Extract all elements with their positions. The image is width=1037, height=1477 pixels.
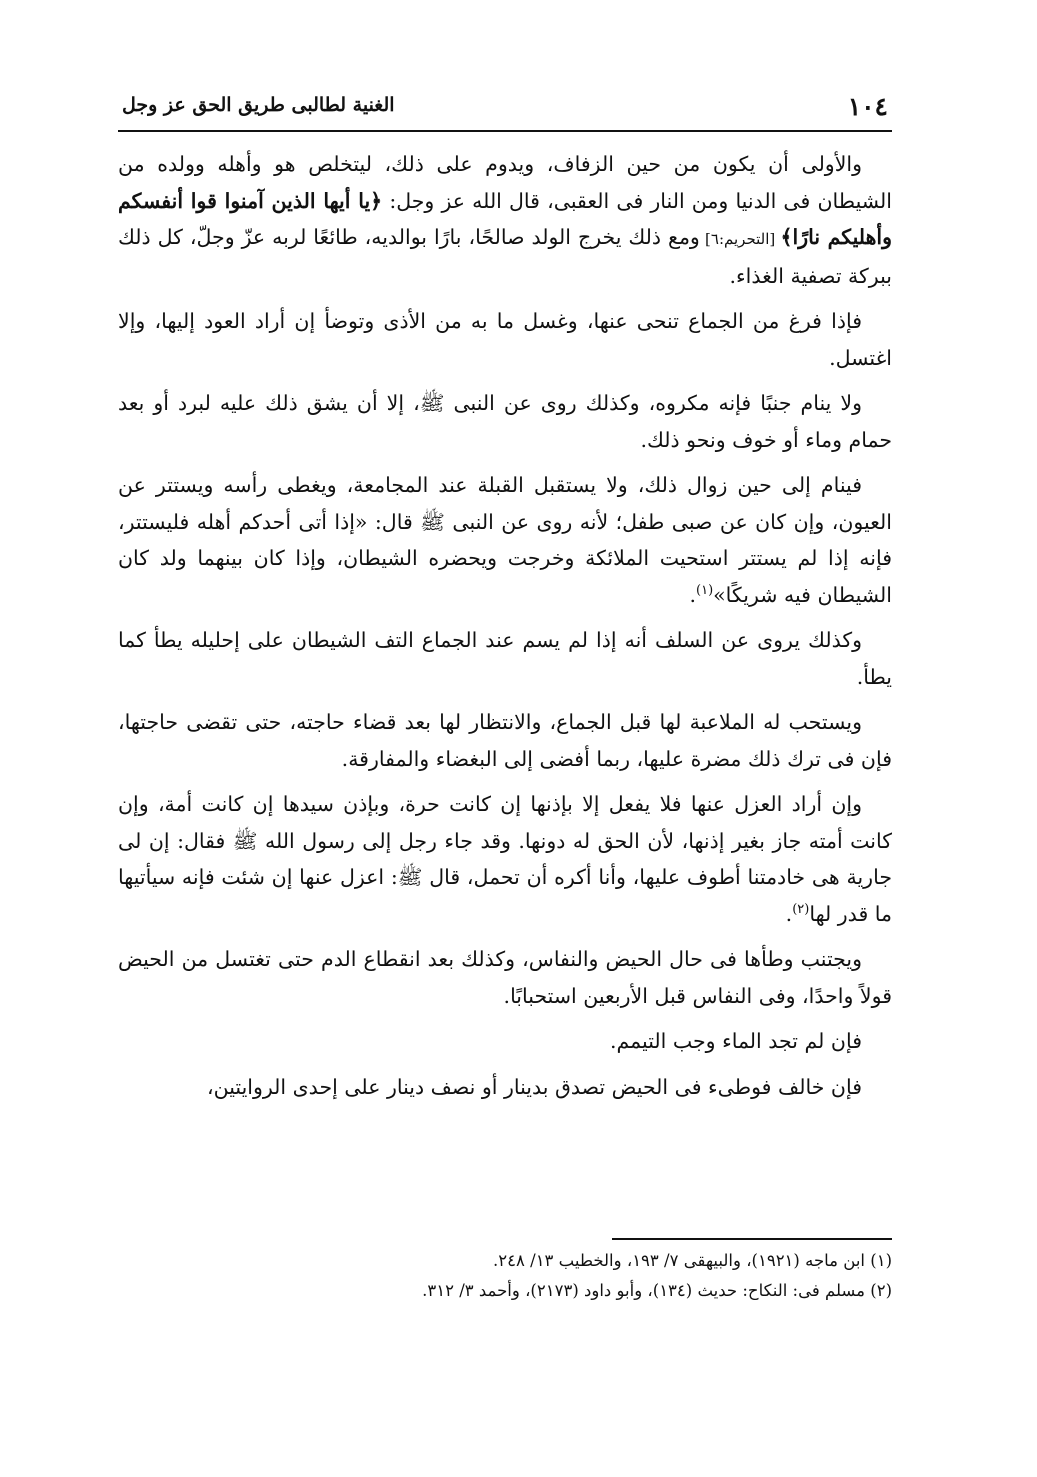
footnote-1: (١) ابن ماجه (١٩٢١)، والبيهقى ٧/ ١٩٣، والخطيب ١٣/ ٢٤٨. — [493, 1251, 892, 1270]
footnote-2: (٢) مسلم فى: النكاح: حديث (١٣٤)، وأبو داود (٢١٧٣)، وأحمد ٣/ ٣١٢. — [422, 1281, 892, 1300]
verse-reference: [التحريم:٦] — [699, 230, 781, 248]
paragraph-6: ويستحب له الملاعبة لها قبل الجماع، والانتظار لها بعد قضاء حاجته، حتى تقضى حاجتها، فإن فى ترك ذلك مضرة عليها، ربما أفضى إلى البغضاء والمفارقة. — [118, 710, 892, 771]
paragraph-1-text-b: ومع ذلك يخرج الولد صالحًا، بارًا بوالديه، طائعًا لربه عزّ وجلّ، كل ذلك ببركة تصفية الغذاء. — [118, 225, 892, 288]
running-title: الغنية لطالبى طريق الحق عز وجل — [122, 94, 395, 116]
paragraph-7 — [118, 786, 892, 932]
footnote-marker-1[interactable]: (١) — [696, 582, 714, 598]
paragraph-10: فإن خالف فوطىء فى الحيض تصدق بدينار أو نصف دينار على إحدى الروايتين، — [206, 1074, 862, 1099]
paragraph-4 — [118, 467, 892, 613]
page-header — [118, 90, 892, 132]
paragraph-3: ولا ينام جنبًا فإنه مكروه، وكذلك روى عن النبى ﷺ، إلا أن يشق ذلك عليه لبرد أو بعد حمام وماء أو خوف ونحو ذلك. — [118, 391, 892, 452]
paragraph-4-text: فينام إلى حين زوال ذلك، ولا يستقبل القبلة عند المجامعة، ويغطى رأسه ويستتر عن العيون، وإن كان عن صبى طفل؛ لأنه روى عن النبى ﷺ قال: «إذا أتى أحدكم أهله فليستتر، فإنه إذا لم يستتر استحيت الملائكة وخرجت ويحضره الشيطان، وإذا كان بينهما ولد كان الشيطان فيه شريكًا» — [118, 473, 892, 607]
paragraph-5: وكذلك يروى عن السلف أنه إذا لم يسم عند الجماع التف الشيطان على إحليله يطأ كما يطأ. — [118, 628, 892, 689]
footnote-divider — [612, 1238, 892, 1240]
paragraph-1 — [118, 146, 892, 294]
paragraph-7-end: . — [785, 901, 793, 926]
paragraph-9: فإن لم تجد الماء وجب التيمم. — [610, 1029, 862, 1053]
paragraph-4-end: . — [689, 582, 696, 607]
paragraph-1-text-a: والأولى أن يكون من حين الزفاف، ويدوم على ذلك، ليتخلص هو وأهله وولده من الشيطان فى الدنيا ومن النار فى العقبى، قال الله عز وجل: — [118, 152, 892, 213]
paragraph-8: ويجتنب وطأها فى حال الحيض والنفاس، وكذلك بعد انقطاع الدم حتى تغتسل من الحيض قولاً واحدًا، وفى النفاس قبل الأربعين استحبابًا. — [118, 947, 892, 1008]
main-text — [118, 146, 892, 1114]
paragraph-7-text: وإن أراد العزل عنها فلا يفعل إلا بإذنها إن كانت حرة، وبإذن سيدها إن كانت أمة، وإن كانت أمته جاز بغير إذنها، لأن الحق له دونها. وقد جاء رجل إلى رسول الله ﷺ فقال: إن لى جارية هى خادمتنا أطوف عليها، وأنا أكره أن تحمل، قال ﷺ: اعزل عنها إن شئت فإنه سيأتيها ما قدر لها — [118, 792, 892, 926]
paragraph-2: فإذا فرغ من الجماع تنحى عنها، وغسل ما به من الأذى وتوضأ إن أراد العود إليها، وإلا اغتسل. — [118, 309, 892, 370]
quran-verse: ﴿يا أيها الذين آمنوا قوا أنفسكم وأهليكم نارًا﴾ — [118, 188, 892, 249]
footnote-marker-2[interactable]: (٢) — [792, 901, 810, 917]
page-number: ١٠٤ — [847, 92, 888, 121]
footnotes — [118, 1246, 892, 1306]
